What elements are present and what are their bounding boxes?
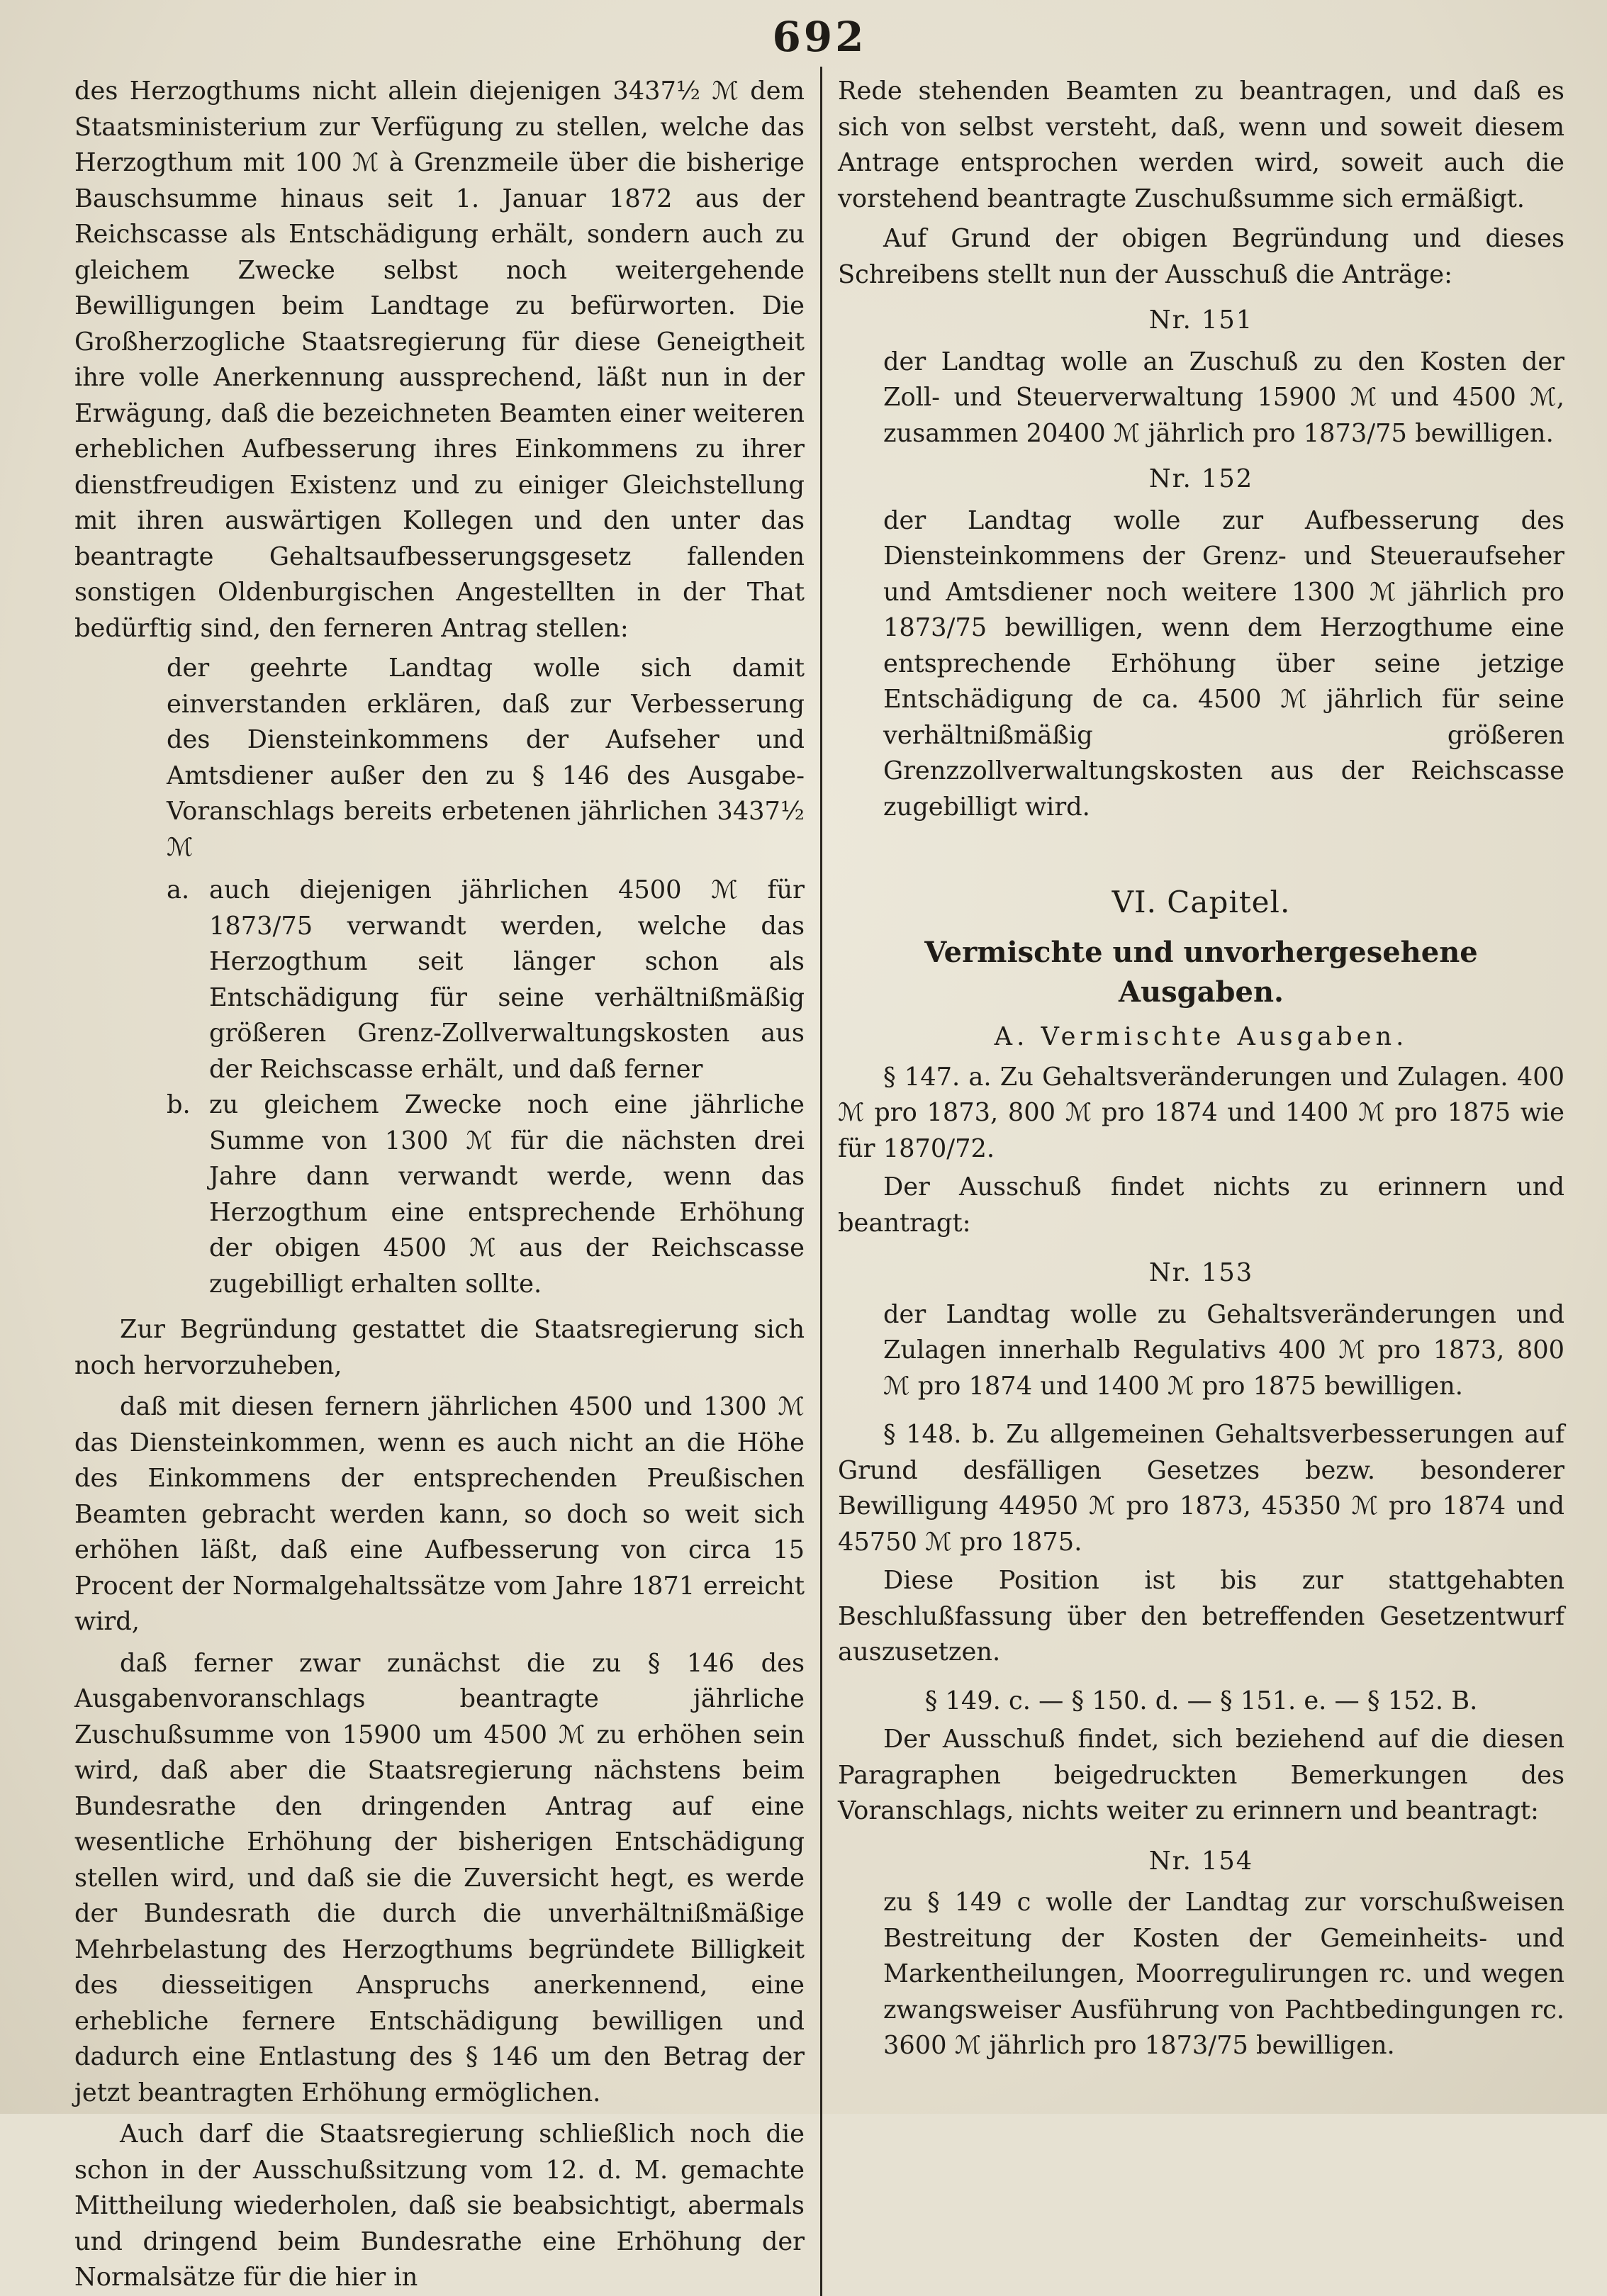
- motion-text-153: der Landtag wolle zu Gehaltsveränderungen und Zulagen innerhalb Regulativs 400 ℳ pro 1873, 800 ℳ pro 1874 und 1400 ℳ pro 1875 bewilligen.: [883, 1299, 1564, 1401]
- list-item-a: [167, 873, 805, 1087]
- motion-list: [74, 873, 805, 1302]
- paragraph-148: § 148. b. Zu allgemeinen Gehaltsverbesserungen auf Grund desfälligen Gesetzes bezw. besonderer Bewilligung 44950 ℳ pro 1873, 45350 ℳ pro 1874 und 45750 ℳ pro 1875.: [838, 1420, 1564, 1557]
- motion-text-151: der Landtag wolle an Zuschuß zu den Kosten der Zoll- und Steuerverwaltung 15900 ℳ und 4500 ℳ, zusammen 20400 ℳ jährlich pro 1873/75 bewilligen.: [883, 347, 1564, 448]
- paragraph-149-152: § 149. c. — § 150. d. — § 151. e. — § 152. B.: [924, 1686, 1478, 1715]
- right-paragraph-1: Rede stehenden Beamten zu beantragen, und daß es sich von selbst versteht, daß, wenn und soweit diesem Antrage entsprochen werden wird, soweit auch die vorstehend beantragte Zuschußsumme sich ermäßigt.: [838, 77, 1564, 213]
- motion-number-153: Nr. 153: [1148, 1258, 1254, 1287]
- list-item-b: [167, 1087, 805, 1302]
- list-label-b: b.: [167, 1090, 191, 1119]
- left-paragraph-4: daß mit diesen fernern jährlichen 4500 und 1300 ℳ das Diensteinkommen, wenn es auch nicht an die Höhe des Einkommens der entsprechenden Preußischen Beamten gebracht werden kann, so doch so weit sich erhöhen läßt, daß eine Aufbesserung von circa 15 Procent der Normalgehaltssätze vom Jahre 1871 erreicht wird,: [74, 1392, 805, 1636]
- motion-number-154: Nr. 154: [1148, 1846, 1254, 1876]
- right-paragraph-2: Auf Grund der obigen Begründung und dieses Schreibens stellt nun der Ausschuß die Anträge:: [838, 224, 1564, 289]
- left-paragraph-6: Auch darf die Staatsregierung schließlich noch die schon in der Ausschußsitzung vom 12. d. M. gemachte Mittheilung wiederholen, daß sie beabsichtigt, abermals und dringend beim Bundesrathe eine Erhöhung der Normalsätze für die hier in: [74, 2119, 805, 2292]
- paragraph-149-note: Der Ausschuß findet, sich beziehend auf die diesen Paragraphen beigedruckten Bemerkungen des Voranschlags, nichts weiter zu erinnern und beantragt:: [838, 1725, 1564, 1825]
- list-label-a: a.: [167, 875, 190, 905]
- paragraph-147: § 147. a. Zu Gehaltsveränderungen und Zulagen. 400 ℳ pro 1873, 800 ℳ pro 1874 und 1400 ℳ pro 1875 wie für 1870/72.: [838, 1062, 1564, 1163]
- motion-number-151: Nr. 151: [1148, 306, 1254, 335]
- right-column: [822, 74, 1564, 2064]
- list-text-a: auch diejenigen jährlichen 4500 ℳ für 1873/75 verwandt werden, welche das Herzogthum seit länger schon als Entschädigung für seine verhältnißmäßig größeren Grenz-Zollverwaltungskosten aus der Reichscasse erhält, und daß ferner: [209, 875, 805, 1084]
- left-paragraph-1: des Herzogthums nicht allein diejenigen 3437½ ℳ dem Staatsministerium zur Verfügung zu stellen, welche das Herzogthum mit 100 ℳ à Grenzmeile über die bisherige Bauschsumme hinaus seit 1. Januar 1872 aus der Reichscasse als Entschädigung erhält, sondern auch zu gleichem Zwecke selbst noch weitergehende Bewilligungen beim Landtage zu befürworten. Die Großherzogliche Staatsregierung für diese Geneigtheit ihre volle Anerkennung aussprechend, läßt nun in der Erwägung, daß die bezeichneten Beamten einer weiteren erheblichen Aufbesserung ihres Einkommens zu ihrer dienstfreudigen Existenz und zu einiger Gleichstellung mit ihren auswärtigen Kollegen und den unter das beantragte Gehaltsaufbesserungsgesetz fallenden sonstigen Oldenburgischen Angestellten in der That bedürftig sind, den ferneren Antrag stellen:: [74, 77, 805, 643]
- subsection-heading: A. Vermischte Ausgaben.: [994, 1022, 1409, 1051]
- paragraph-147-note: Der Ausschuß findet nichts zu erinnern und beantragt:: [838, 1172, 1564, 1238]
- section-heading: Vermischte und unvorhergesehene Ausgaben.: [924, 936, 1478, 1009]
- motion-number-152: Nr. 152: [1148, 464, 1254, 493]
- list-text-b: zu gleichem Zwecke noch eine jährliche Summe von 1300 ℳ für die nächsten drei Jahre dann verwandt werde, wenn das Herzogthum eine entsprechende Erhöhung der obigen 4500 ℳ aus der Reichscasse zugebilligt erhalten sollte.: [209, 1090, 805, 1299]
- chapter-heading: VI. Capitel.: [1112, 885, 1291, 919]
- left-paragraph-3: Zur Begründung gestattet die Staatsregierung sich noch hervorzuheben,: [74, 1315, 805, 1380]
- page-number: 692: [772, 13, 867, 61]
- left-column: [74, 74, 820, 2296]
- two-column-body: [74, 74, 1564, 2296]
- left-paragraph-5: daß ferner zwar zunächst die zu § 146 des Ausgabenvoranschlags beantragte jährliche Zuschußsumme von 15900 um 4500 ℳ zu erhöhen sein wird, daß aber die Staatsregierung nächstens beim Bundesrathe den dringenden Antrag auf eine wesentliche Erhöhung der bisherigen Entschädigung stellen wird, und daß sie die Zuversicht hegt, es werde der Bundesrath die durch die unverhältnißmäßige Mehrbelastung des Herzogthums begründete Billigkeit des diesseitigen Anspruchs anerkennend, eine erhebliche fernere Entschädigung bewilligen und dadurch eine Entlastung des § 146 um den Betrag der jetzt beantragten Erhöhung ermöglichen.: [74, 1648, 805, 2107]
- motion-text-152: der Landtag wolle zur Aufbesserung des Diensteinkommens der Grenz- und Steueraufseher und Amtsdiener noch weitere 1300 ℳ jährlich pro 1873/75 bewilligen, wenn dem Herzogthume eine entsprechende Erhöhung über seine jetzige Entschädigung de ca. 4500 ℳ jährlich für seine verhältnißmäßig größeren Grenzzollverwaltungskosten aus der Reichscasse zugebilligt wird.: [883, 505, 1564, 822]
- left-paragraph-motion: der geehrte Landtag wolle sich damit einverstanden erklären, daß zur Verbesserung des Diensteinkommens der Aufseher und Amtsdiener außer den zu § 146 des Ausgabe-Voranschlags bereits erbetenen jährlichen 3437½ ℳ: [167, 654, 805, 862]
- paragraph-148-note: Diese Position ist bis zur stattgehabten Beschlußfassung über den betreffenden Gesetzentwurf auszusetzen.: [838, 1566, 1564, 1667]
- motion-text-154: zu § 149 c wolle der Landtag zur vorschußweisen Bestreitung der Kosten der Gemeinheits- und Markentheilungen, Moorregulirungen rc. und wegen zwangsweiser Ausführung von Pachtbedingungen rc. 3600 ℳ jährlich pro 1873/75 bewilligen.: [883, 1888, 1564, 2060]
